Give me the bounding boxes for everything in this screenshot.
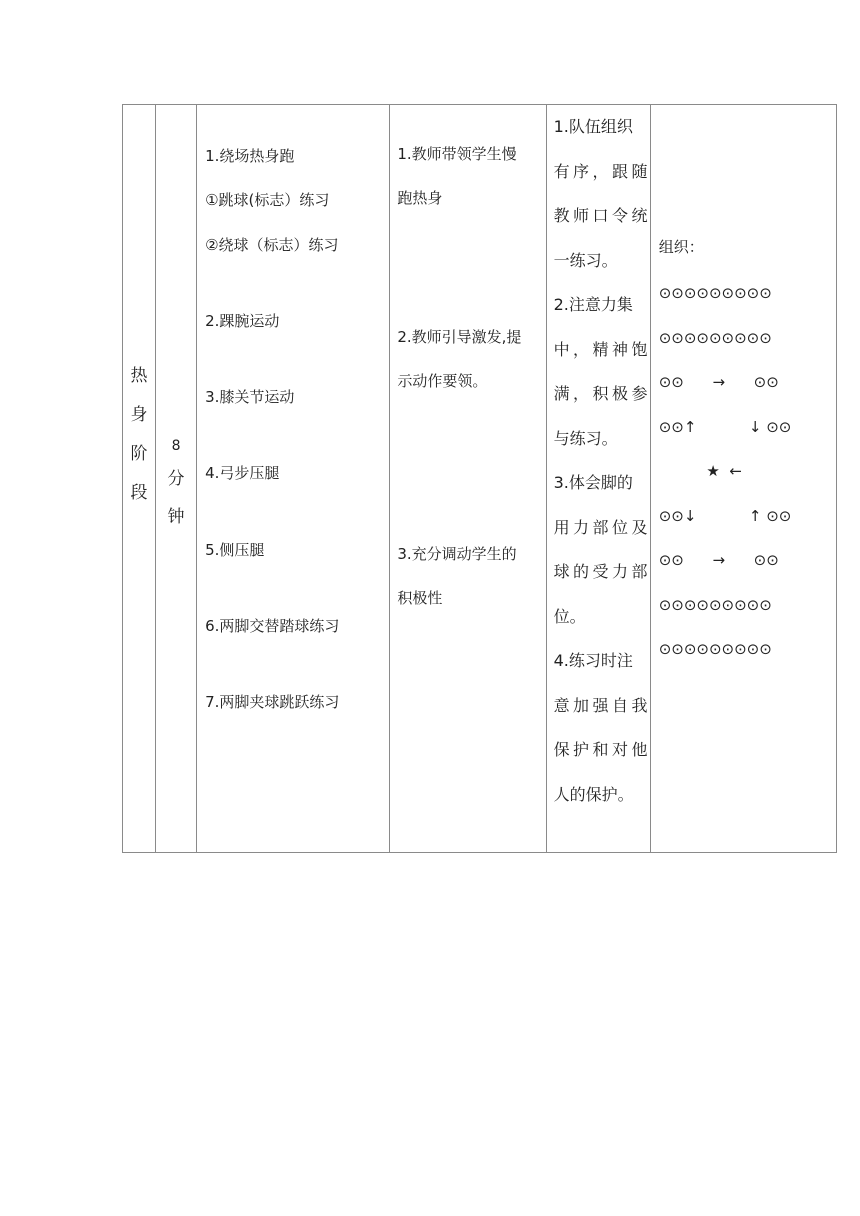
student-line: 4.练习时注 xyxy=(553,651,633,670)
stage-char: 身 xyxy=(130,405,148,425)
table-row xyxy=(123,105,837,853)
content-item: 7.两脚夹球跳跃练习 xyxy=(205,693,340,711)
organization-cell xyxy=(650,105,836,853)
student-line: 与练习。 xyxy=(553,428,618,448)
stage-char: 热 xyxy=(130,366,148,386)
teacher-line: 3.充分调动学生的 xyxy=(397,545,517,563)
time-unit-char: 分 xyxy=(167,469,185,489)
formation-row: ⊙⊙⊙⊙⊙⊙⊙⊙⊙ xyxy=(658,640,772,658)
student-line: 保护和对他 xyxy=(553,740,648,759)
formation-row: ★ ← xyxy=(658,462,742,480)
teacher-line: 1.教师带领学生慢 xyxy=(397,145,517,163)
student-line: 一练习。 xyxy=(553,250,618,270)
time-label xyxy=(156,432,196,536)
student-cell xyxy=(546,105,650,853)
teacher-guidance-2 xyxy=(397,315,543,403)
stage-char: 段 xyxy=(130,483,148,503)
student-line: 位。 xyxy=(553,606,586,626)
formation-row: ⊙⊙⊙⊙⊙⊙⊙⊙⊙ xyxy=(658,284,772,302)
teacher-line: 积极性 xyxy=(397,589,443,607)
student-line: 教师口令统 xyxy=(553,206,648,225)
student-line: 球的受力部 xyxy=(553,562,648,581)
teacher-cell xyxy=(390,105,546,853)
content-item: ①跳球(标志）练习 xyxy=(205,191,330,209)
content-item: 2.踝腕运动 xyxy=(205,312,280,330)
student-line: 1.队伍组织 xyxy=(553,117,633,136)
content-item: 5.侧压腿 xyxy=(205,541,265,559)
teacher-line: 2.教师引导激发,提 xyxy=(397,328,522,346)
teacher-line: 示动作要领。 xyxy=(397,372,488,390)
time-number: 8 xyxy=(171,438,181,454)
formation-row: ⊙⊙ → ⊙⊙ xyxy=(658,551,779,569)
student-line: 2.注意力集 xyxy=(553,295,633,314)
student-requirements xyxy=(554,105,648,817)
content-item: 6.两脚交替踏球练习 xyxy=(205,617,340,635)
teacher-line: 跑热身 xyxy=(397,189,443,207)
stage-label xyxy=(123,357,155,513)
formation-row: ⊙⊙⊙⊙⊙⊙⊙⊙⊙ xyxy=(658,595,772,614)
teacher-guidance-3 xyxy=(397,532,543,620)
teacher-guidance-1 xyxy=(397,132,543,220)
content-item: 3.膝关节运动 xyxy=(205,388,295,406)
time-cell xyxy=(156,105,197,853)
stage-cell xyxy=(123,105,156,853)
student-line: 有序，跟随 xyxy=(553,161,648,181)
formation-row: ⊙⊙⊙⊙⊙⊙⊙⊙⊙ xyxy=(658,328,772,347)
formation-row: ⊙⊙↑ ↓ ⊙⊙ xyxy=(658,417,792,436)
content-item: 4.弓步压腿 xyxy=(205,464,280,482)
formation-row: ⊙⊙ → ⊙⊙ xyxy=(658,373,779,391)
student-line: 意加强自我 xyxy=(553,695,648,715)
content-cell xyxy=(197,105,390,853)
formation-diagram xyxy=(659,271,792,672)
student-line: 人的保护。 xyxy=(553,784,634,804)
formation-row: ⊙⊙↓ ↑ ⊙⊙ xyxy=(658,506,792,525)
content-item: 1.绕场热身跑 xyxy=(205,147,295,165)
lesson-plan-table xyxy=(122,104,837,853)
organization-label: 组织： xyxy=(658,238,704,256)
student-line: 中，精神饱 xyxy=(553,339,648,359)
content-item: ②绕球（标志）练习 xyxy=(205,236,339,254)
student-line: 3.体会脚的 xyxy=(553,473,633,492)
student-line: 满，积极参 xyxy=(553,384,648,403)
time-unit-char: 钟 xyxy=(167,507,185,527)
lesson-plan-table-wrapper xyxy=(122,104,837,853)
stage-char: 阶 xyxy=(130,444,148,464)
student-line: 用力部位及 xyxy=(553,517,648,537)
